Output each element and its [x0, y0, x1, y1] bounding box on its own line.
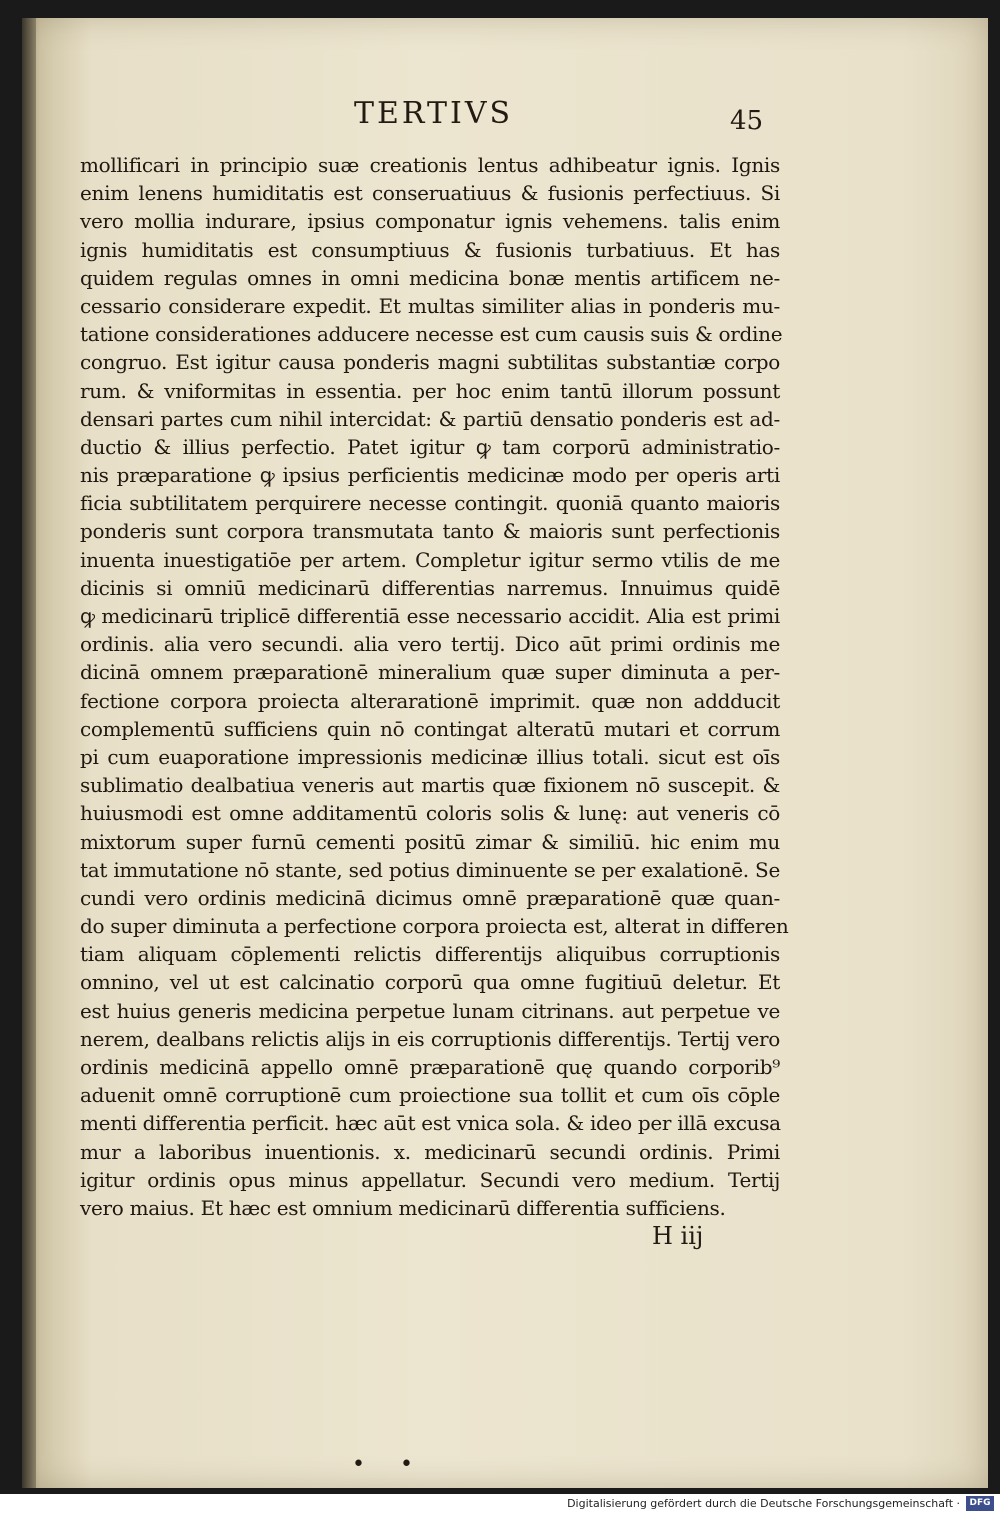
page-number: 45 — [730, 106, 764, 136]
text-line: tatione considerationes adducere necesse est cum causis suis & ordine — [80, 322, 783, 347]
text-line: mixtorum super furnū cementi positū zimar & similiū. hic enim mu — [80, 829, 780, 854]
text-line: dicinā omnem præparationē mineralium quæ super diminuta a per- — [80, 660, 780, 685]
text-line: complementū sufficiens quin nō contingat alteratū mutari et corrum — [80, 716, 780, 741]
text-line: nerem, dealbans relictis alijs in eis corruptionis differentijs. Tertij vero — [80, 1026, 780, 1051]
text-line: vero maius. Et hæc est omnium medicinarū differentia sufficiens. — [80, 1195, 726, 1220]
text-line: omnino, vel ut est calcinatio corporū qua omne fugitiuū deletur. Et — [80, 970, 780, 995]
book-page — [22, 18, 988, 1488]
text-line: tat immutatione nō stante, sed potius diminuente se per exalationē. Se — [80, 857, 780, 882]
page-gutter-edge — [22, 18, 36, 1488]
text-line: est huius generis medicina perpetue lunam citrinans. aut perpetue ve — [80, 998, 780, 1023]
text-line: cundi vero ordinis medicinā dicimus omnē præparationē quæ quan- — [80, 885, 780, 910]
text-line: menti differentia perficit. hæc aūt est vnica sola. & ideo per illā excusa — [80, 1111, 781, 1136]
text-line: ꝙ medicinarū triplicē differentiā esse necessario accidit. Alia est primi — [80, 604, 780, 628]
dfg-logo: DFG — [966, 1496, 994, 1511]
text-line: mur a laboribus inuentionis. x. medicinarū secundi ordinis. Primi — [80, 1139, 780, 1164]
text-line: mollificari in principio suæ creationis lentus adhibeatur ignis. Ignis — [80, 153, 780, 177]
text-line: ordinis. alia vero secundi. alia vero tertij. Dico aūt primi ordinis me — [80, 632, 780, 657]
text-line: vero mollia indurare, ipsius componatur ignis vehemens. talis enim — [80, 209, 780, 234]
text-line: nis præparatione ꝙ ipsius perficientis medicinæ modo per operis arti — [80, 463, 780, 488]
text-line: inuenta inuestigatiōe per artem. Completur igitur sermo vtilis de me — [80, 547, 780, 572]
text-line: pi cum euaporatione impressionis medicinæ illius totali. sicut est oīs — [80, 744, 780, 769]
text-line: quidem regulas omnes in omni medicina bonæ mentis artificem ne- — [80, 265, 780, 290]
text-line: congruo. Est igitur causa ponderis magni subtilitas substantiæ corpo — [80, 350, 780, 375]
text-line: rum. & vniformitas in essentia. per hoc enim tantū illorum possunt — [80, 378, 780, 403]
bottom-marks: • • — [352, 1452, 427, 1477]
text-line: ordinis medicinā appello omnē præparationē quę quando corporib⁹ — [80, 1055, 780, 1079]
text-line: ignis humiditatis est consumptiuus & fusionis turbatiuus. Et has — [80, 237, 780, 262]
text-line: do super diminuta a perfectione corpora proiecta est, alterat in differen — [80, 914, 789, 939]
text-line: aduenit omnē corruptionē cum proiectione sua tollit et cum oīs cōple — [80, 1083, 780, 1108]
text-line: ductio & illius perfectio. Patet igitur ꝙ tam corporū administratio- — [80, 434, 780, 459]
text-line: ficia subtilitatem perquirere necesse contingit. quoniā quanto maioris — [80, 491, 780, 516]
signature-mark: H iij — [652, 1222, 704, 1250]
text-line: sublimatio dealbatiua veneris aut martis quæ fixionem nō suscepit. & — [80, 773, 780, 798]
text-line: fectione corpora proiecta alterarationē imprimit. quæ non addducit — [80, 688, 780, 713]
text-line: dicinis si omniū medicinarū differentias narremus. Innuimus quidē — [80, 575, 780, 600]
footer-bar — [0, 1494, 1000, 1514]
text-line: tiam aliquam cōplementi relictis differentijs aliquibus corruptionis — [80, 942, 780, 967]
text-line: igitur ordinis opus minus appellatur. Secundi vero medium. Tertij — [80, 1167, 780, 1192]
text-line: huiusmodi est omne additamentū coloris solis & lunę: aut veneris cō — [80, 801, 780, 826]
text-line: enim lenens humiditatis est conseruatiuus & fusionis perfectiuus. Si — [80, 181, 780, 206]
funding-credit: Digitalisierung gefördert durch die Deutsche Forschungsgemeinschaft · — [567, 1497, 960, 1510]
text-line: cessario considerare expedit. Et multas similiter alias in ponderis mu- — [80, 293, 780, 318]
text-line: densari partes cum nihil intercidat: & partiū densatio ponderis est ad- — [80, 406, 780, 431]
running-head: TERTIVS — [354, 96, 514, 131]
body-text — [80, 151, 789, 1222]
text-line: ponderis sunt corpora transmutata tanto & maioris sunt perfectionis — [80, 519, 780, 544]
